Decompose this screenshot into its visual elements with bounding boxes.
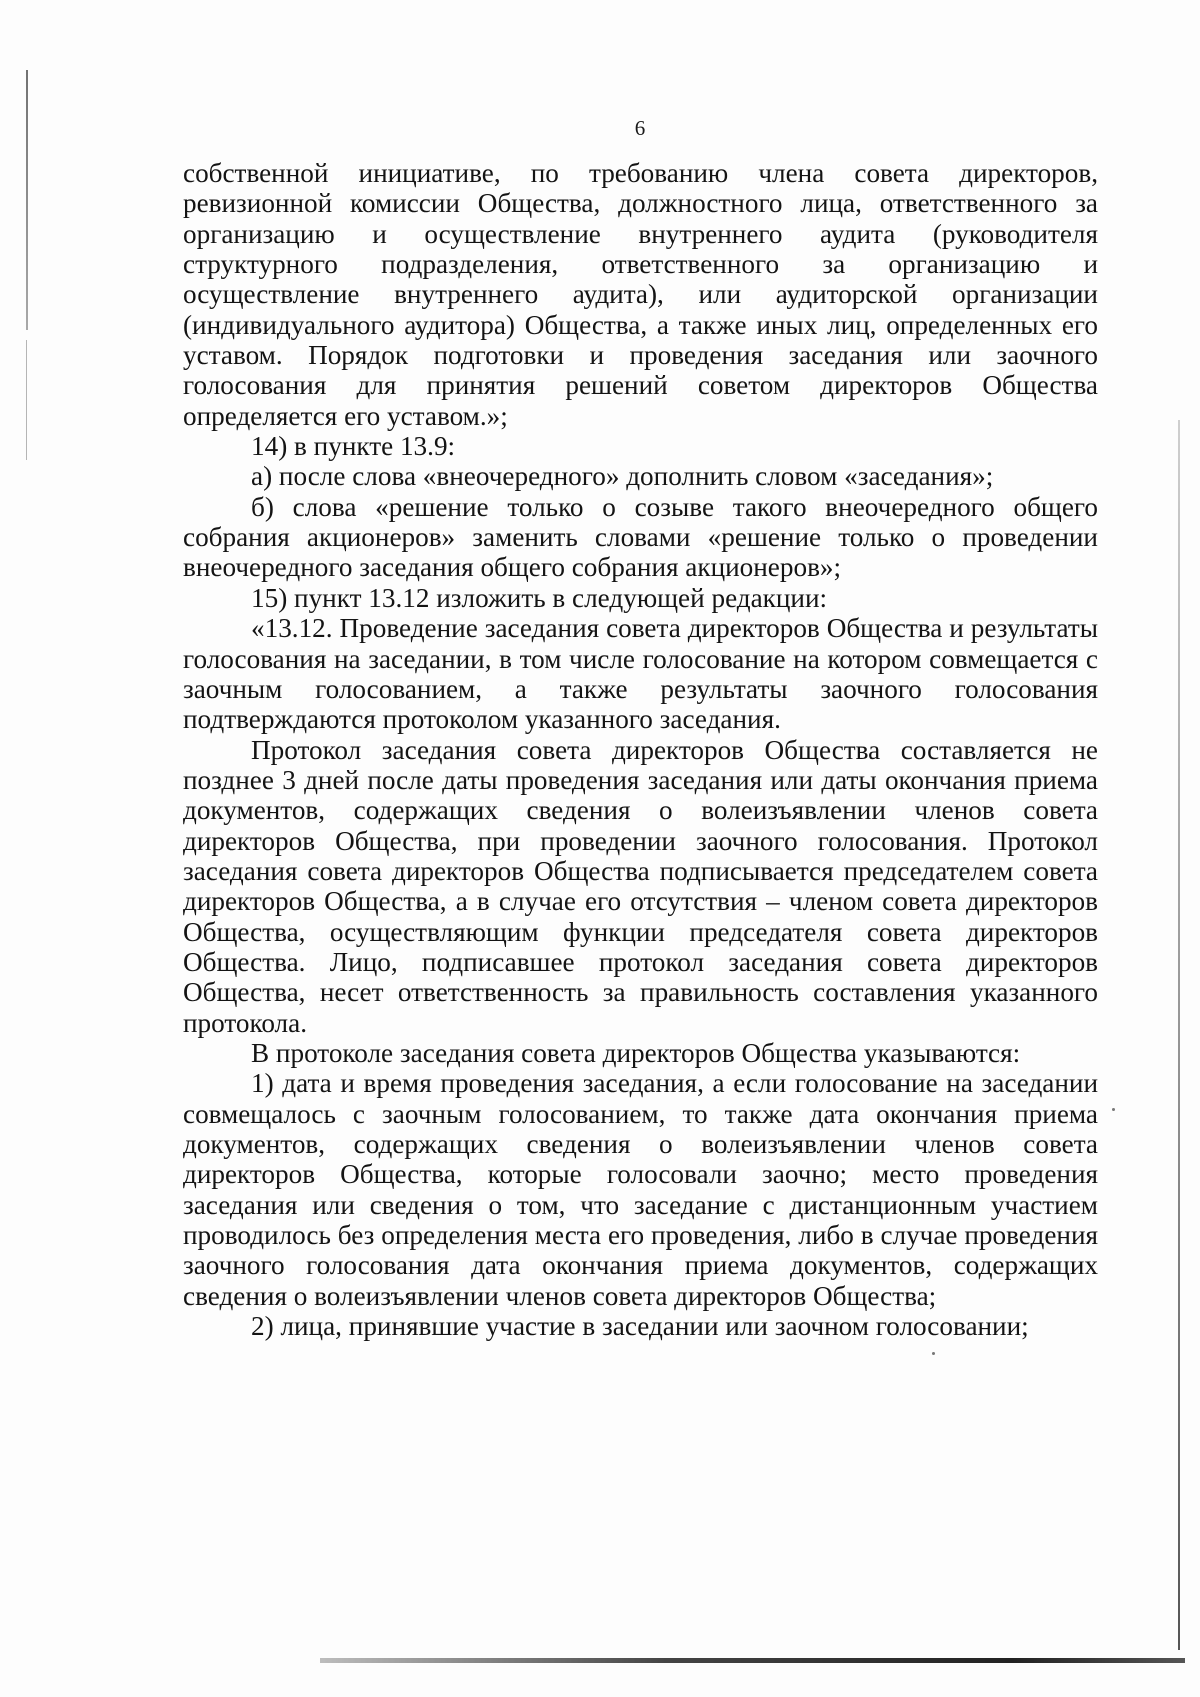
scan-edge-left [26, 70, 28, 330]
paragraph: 15) пункт 13.12 изложить в следующей редакции: [251, 582, 828, 613]
scan-edge-bottom [320, 1658, 1185, 1663]
paragraph: 14) в пункте 13.9: [251, 431, 456, 462]
paragraph: В протоколе заседания совета директоров Общества указываются: [251, 1037, 1021, 1068]
body-text [183, 158, 1098, 1341]
paragraph: «13.12. Проведение заседания совета директоров Общества и результаты голосования на заседании, в том числе голосование на котором совмещается с заочным голосованием, а также результаты заочного голосования подтверждаются протоколом указанного заседания. [183, 613, 1098, 735]
scan-edge-left-faint [26, 340, 27, 460]
paragraph: 2) лица, принявшие участие в заседании или заочном голосовании; [251, 1311, 1029, 1342]
scan-speck [932, 1352, 935, 1355]
paragraph: собственной инициативе, по требованию члена совета директоров, ревизионной комиссии Общества, должностного лица, ответственного за организацию и осуществление внутреннего аудита (руководителя структурного подразделения, ответственного за организацию и осуществление внутреннего аудита), или аудиторской организации (индивидуального аудитора) Общества, а также иных лиц, определенных его уставом. Порядок подготовки и проведения заседания или заочного голосования для принятия решений советом директоров Общества определяется его уставом.»; [183, 158, 1098, 431]
scan-edge-right [1178, 420, 1180, 1650]
page-number: 6 [634, 116, 646, 140]
paragraph: б) слова «решение только о созыве такого внеочередного общего собрания акционеров» заменить словами «решение только о проведении внеочередного заседания общего собрания акционеров»; [183, 491, 1098, 583]
paragraph: 1) дата и время проведения заседания, а если голосование на заседании совмещалось с заочным голосованием, то также дата окончания приема документов, содержащих сведения о волеизъявлении членов совета директоров Общества, которые голосовали заочно; место проведения заседания или сведения о том, что заседание с дистанционным участием проводилось без определения места его проведения, либо в случае проведения заочного голосования дата окончания приема документов, содержащих сведения о волеизъявлении членов совета директоров Общества; [183, 1068, 1098, 1311]
paragraph: а) после слова «внеочередного» дополнить словом «заседания»; [251, 461, 994, 492]
paragraph: Протокол заседания совета директоров Общества составляется не позднее 3 дней после даты проведения заседания или даты окончания приема документов, содержащих сведения о волеизъявлении членов совета директоров Общества, при проведении заочного голосования. Протокол заседания совета директоров Общества подписывается председателем совета директоров Общества, а в случае его отсутствия – членом совета директоров Общества, осуществляющим функции председателя совета директоров Общества. Лицо, подписавшее протокол заседания совета директоров Общества, несет ответственность за правильность составления указанного протокола. [183, 734, 1098, 1038]
scan-speck [1112, 1108, 1115, 1111]
